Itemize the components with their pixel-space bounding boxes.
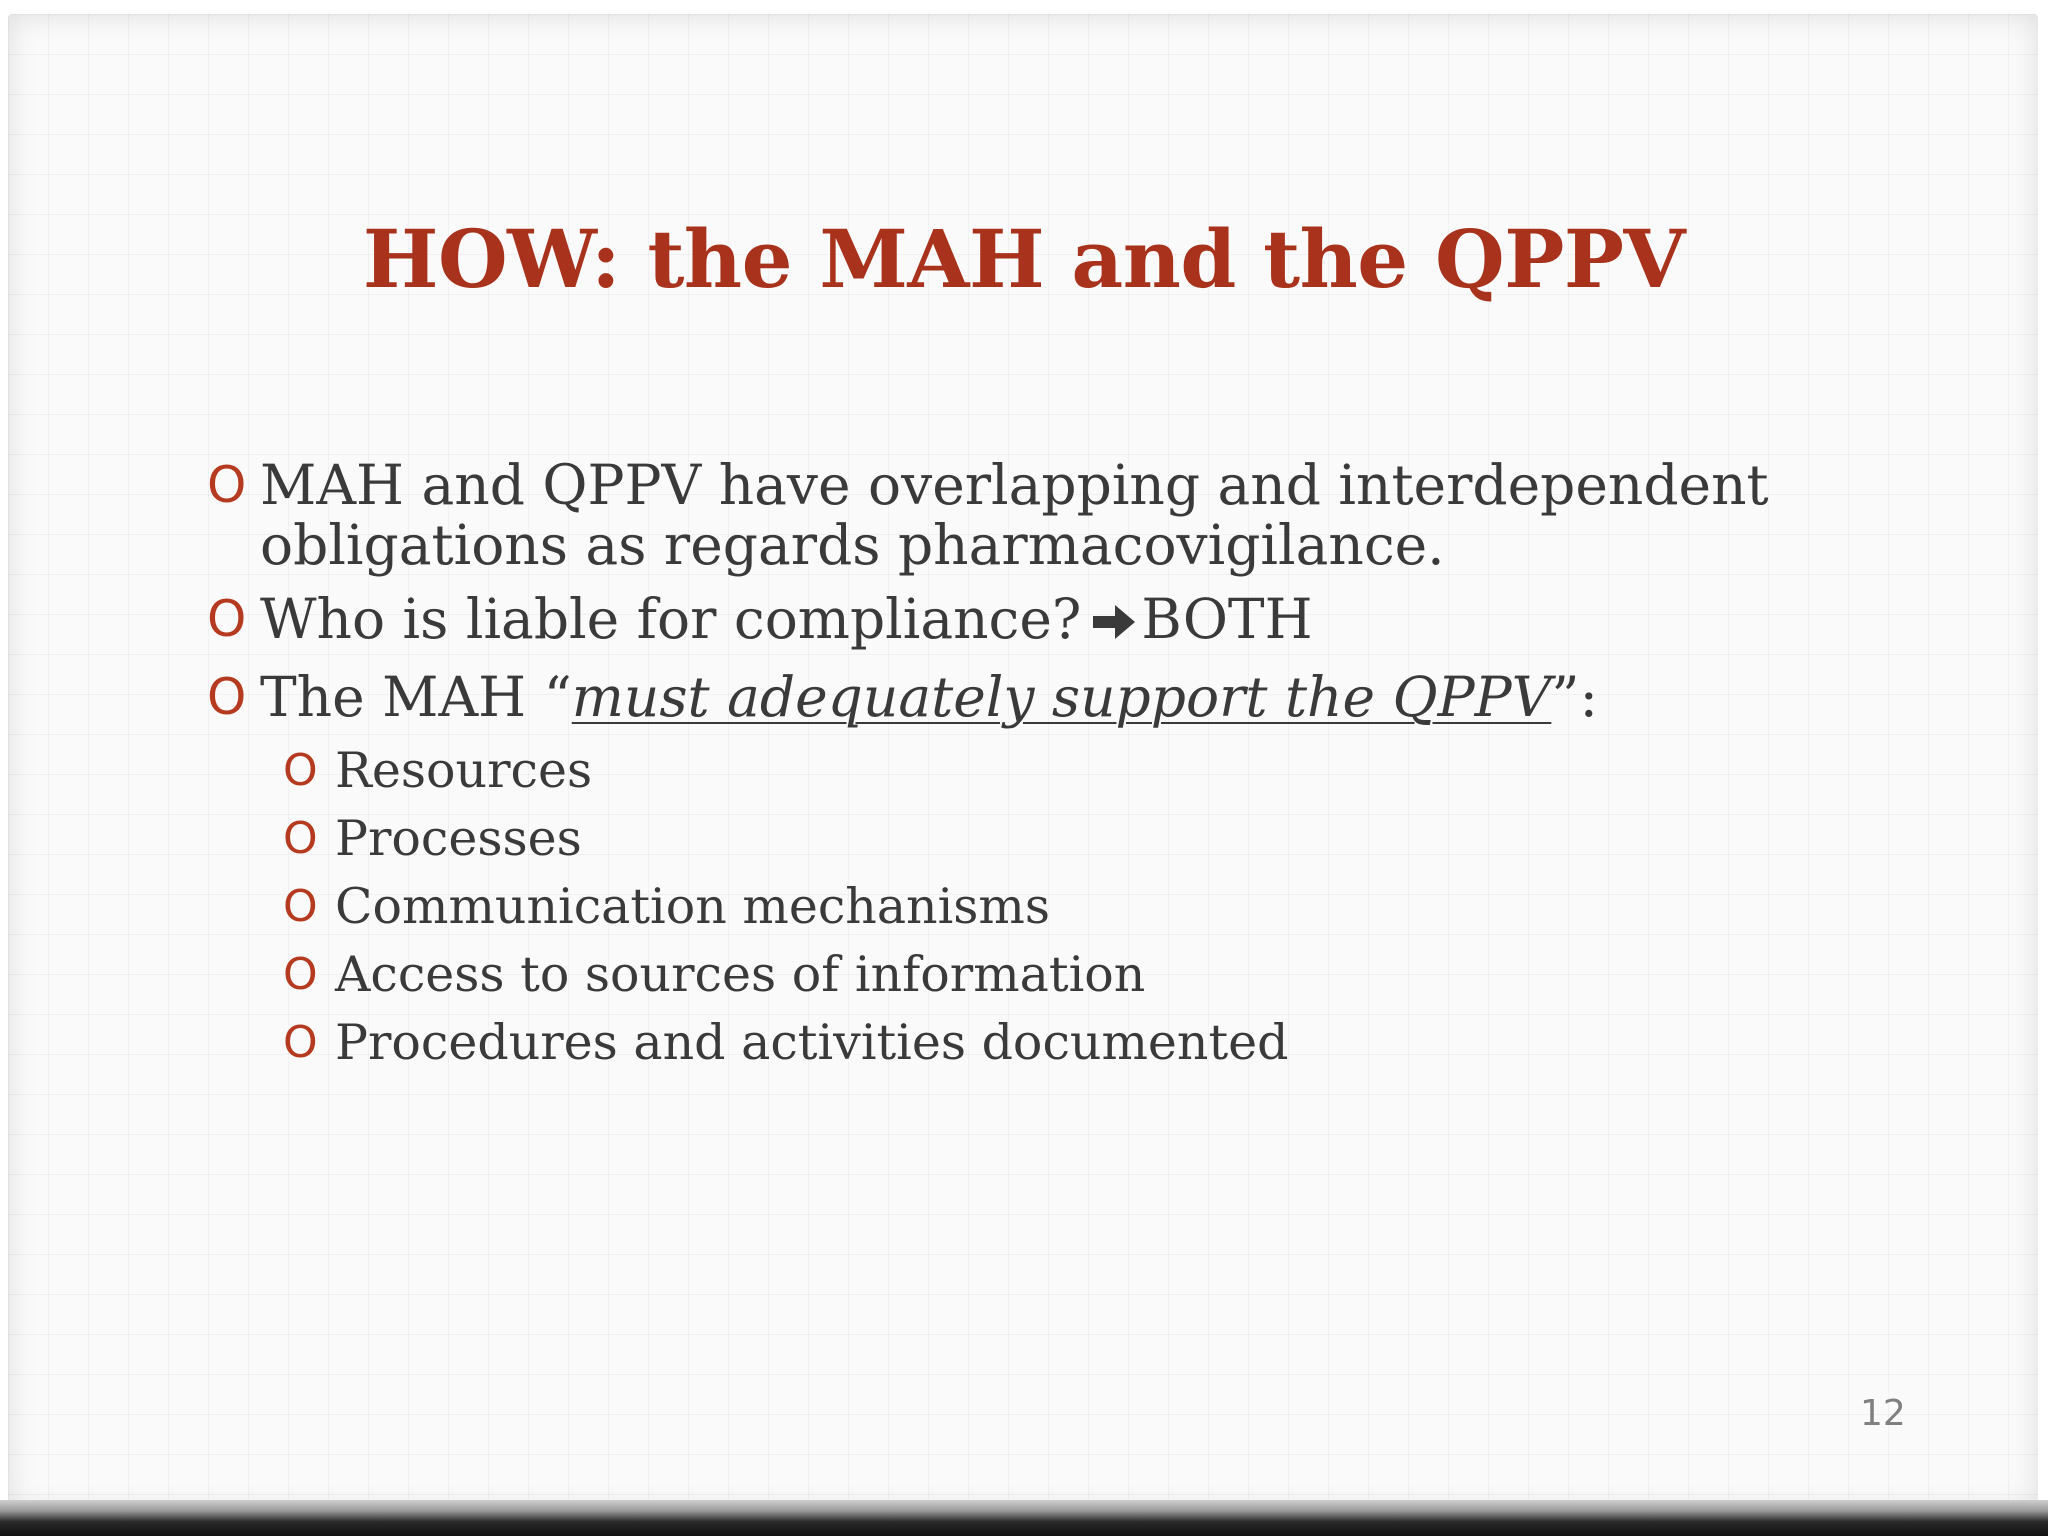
sub-bullet-resources <box>205 741 1855 801</box>
sub-bullet-marker: O <box>283 1017 318 1068</box>
sub-bullet-marker: O <box>283 949 318 1000</box>
sub-bullet-label: Access to sources of information <box>335 946 1146 1003</box>
bullet-suffix: ”: <box>1551 665 1598 729</box>
sub-bullet-access <box>205 945 1855 1005</box>
bullet-text-line-1: MAH and QPPV have overlapping and interdependent <box>260 453 1769 517</box>
slide-bottom-edge <box>0 1500 2048 1536</box>
sub-bullet-processes <box>205 809 1855 869</box>
bullet-text-line-2: obligations as regards pharmacovigilance. <box>260 513 1445 577</box>
right-arrow-icon <box>1091 593 1137 653</box>
sub-bullet-label: Communication mechanisms <box>335 878 1051 935</box>
bullet-answer: BOTH <box>1141 587 1313 651</box>
sub-bullet-communication <box>205 877 1855 937</box>
bullet-obligations <box>205 455 1855 575</box>
bullet-prefix: The MAH “ <box>260 665 572 729</box>
page-number: 12 <box>1860 1393 1906 1434</box>
bullet-marker: O <box>207 590 247 648</box>
sub-bullet-marker: O <box>283 745 318 796</box>
bullet-mah-support <box>205 667 1855 727</box>
bullet-marker: O <box>207 456 247 514</box>
sub-bullet-label: Procedures and activities documented <box>335 1014 1289 1071</box>
slide-title: HOW: the MAH and the QPPV <box>362 212 1686 306</box>
bullet-question: Who is liable for compliance? <box>260 587 1082 651</box>
sub-bullet-label: Processes <box>335 810 582 867</box>
sub-bullet-marker: O <box>283 881 318 932</box>
sub-bullet-marker: O <box>283 813 318 864</box>
bullet-emphasis: must adequately support the QPPV <box>571 665 1552 729</box>
slide-body <box>205 455 1855 1081</box>
sub-bullet-label: Resources <box>335 742 593 799</box>
bullet-liability <box>205 589 1855 653</box>
bullet-marker: O <box>207 668 247 726</box>
sub-bullet-procedures <box>205 1013 1855 1073</box>
